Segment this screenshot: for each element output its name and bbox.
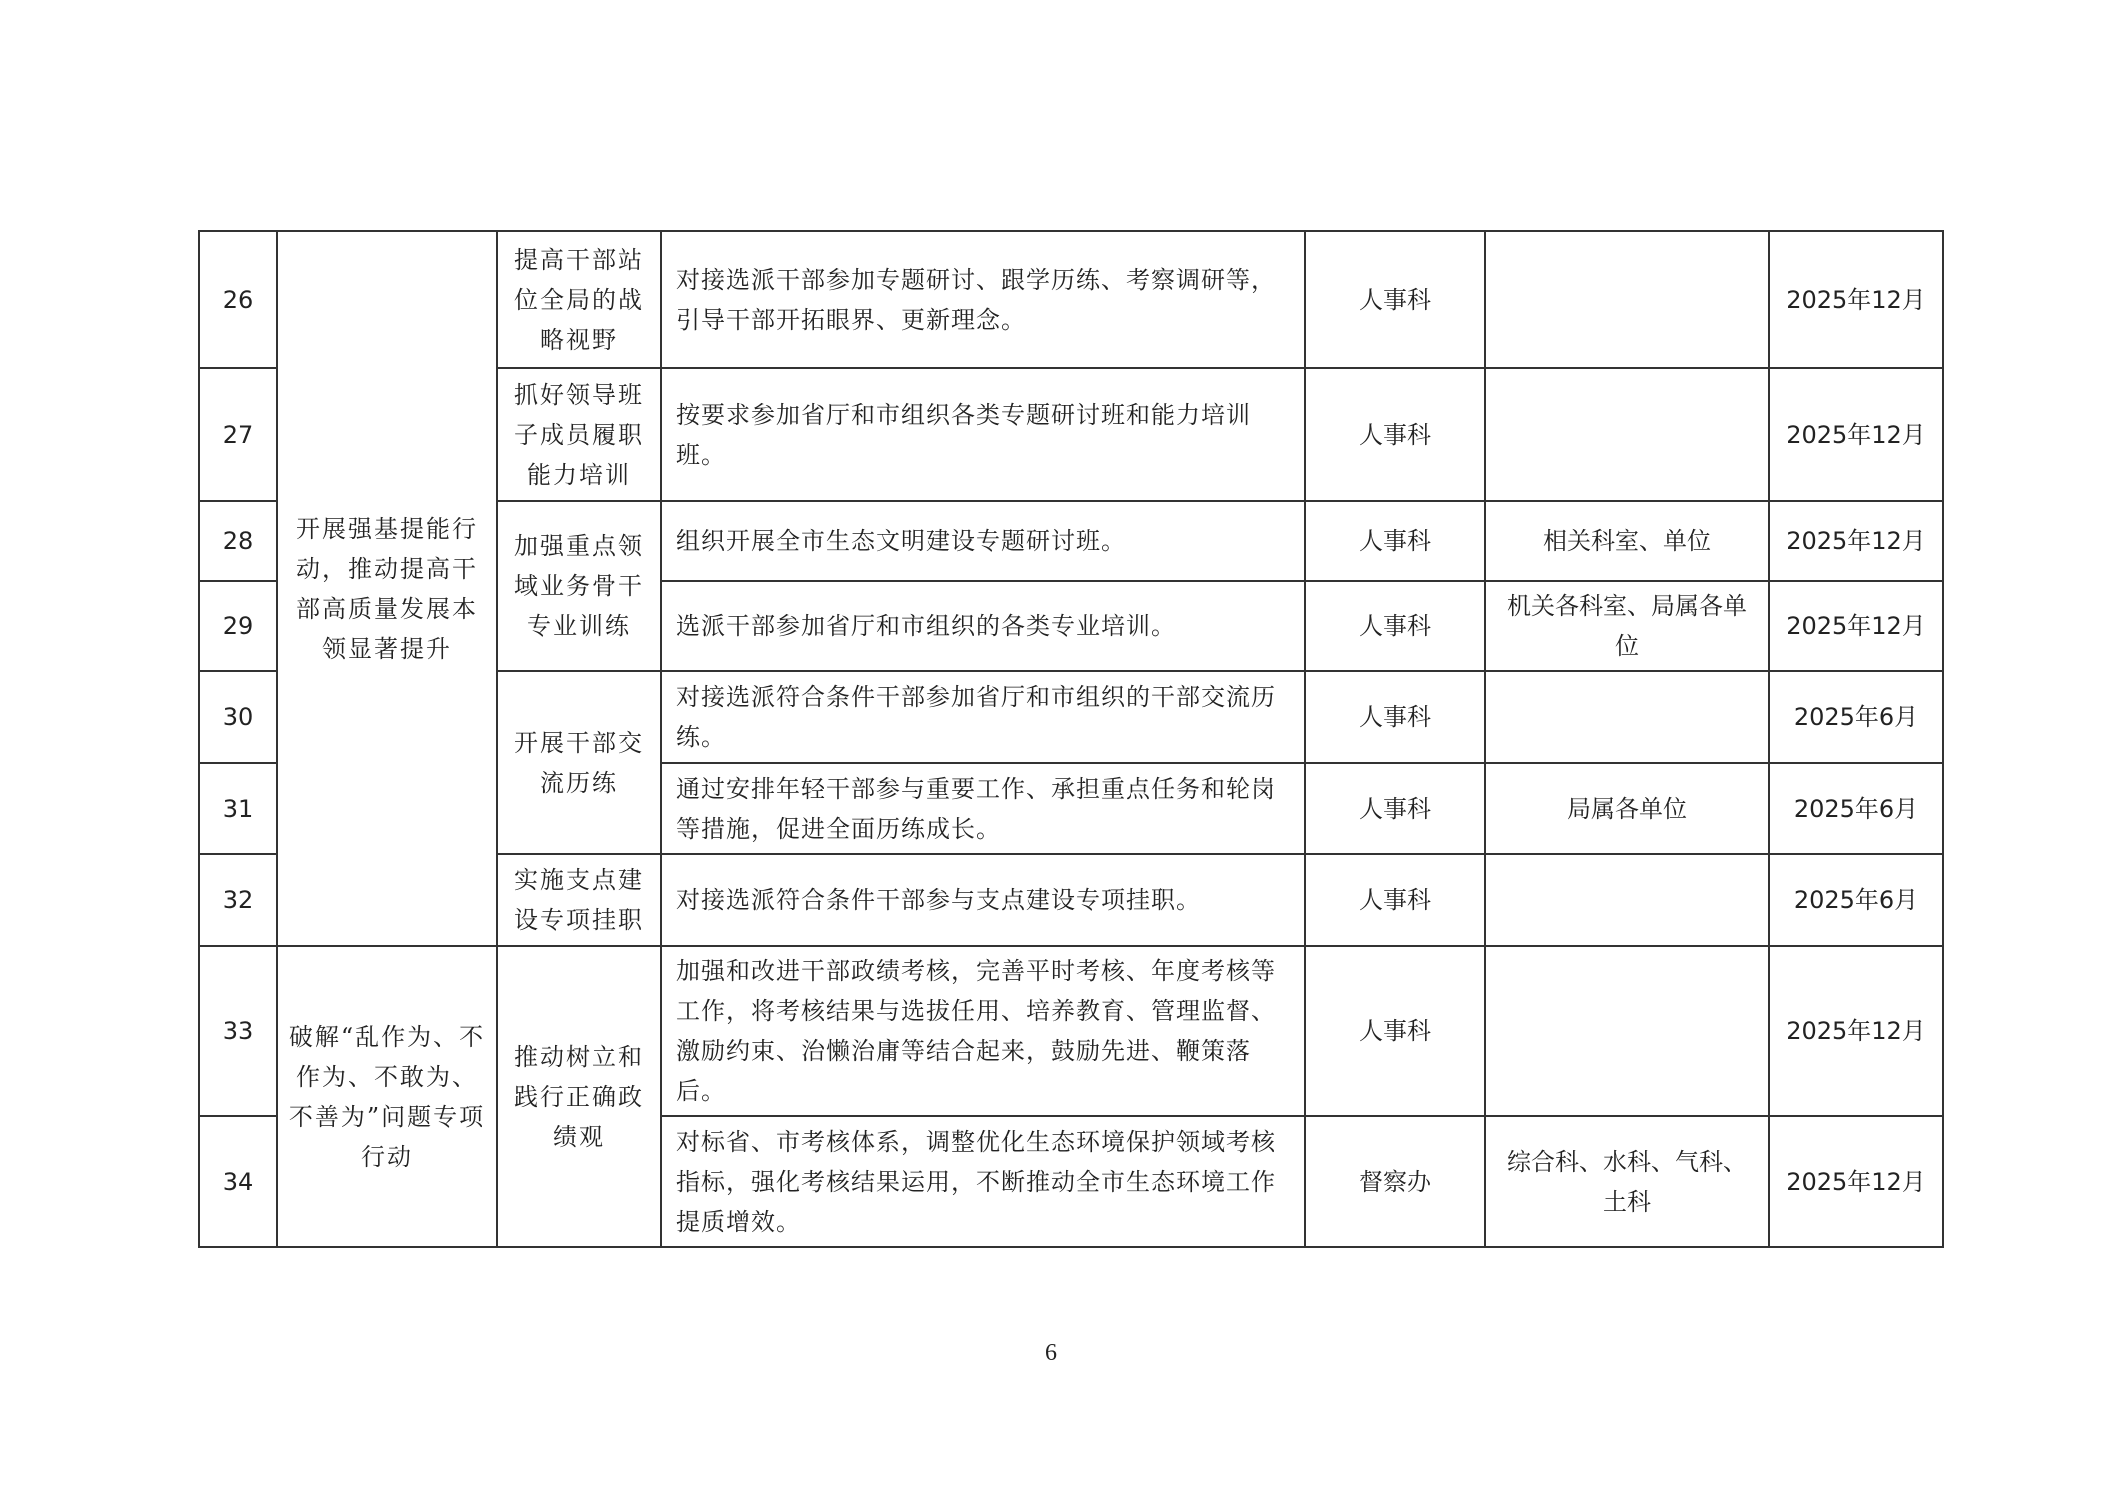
- lead-cell: 人事科: [1305, 671, 1485, 763]
- coop-cell: [1485, 671, 1769, 763]
- lead-cell: 人事科: [1305, 946, 1485, 1116]
- coop-cell: 综合科、水科、气科、土科: [1485, 1116, 1769, 1247]
- lead-cell: 督察办: [1305, 1116, 1485, 1247]
- subtask-cell: 提高干部站位全局的战略视野: [497, 231, 661, 368]
- deadline-cell: 2025年6月: [1769, 671, 1943, 763]
- deadline-cell: 2025年6月: [1769, 763, 1943, 854]
- group-cell: 开展强基提能行动，推动提高干部高质量发展本领显著提升: [277, 231, 497, 946]
- lead-cell: 人事科: [1305, 581, 1485, 671]
- task-cell: 加强和改进干部政绩考核，完善平时考核、年度考核等工作，将考核结果与选拔任用、培养教育、管理监督、激励约束、治懒治庸等结合起来，鼓励先进、鞭策落后。: [661, 946, 1305, 1116]
- lead-cell: 人事科: [1305, 854, 1485, 946]
- deadline-cell: 2025年12月: [1769, 231, 1943, 368]
- task-cell: 选派干部参加省厅和市组织的各类专业培训。: [661, 581, 1305, 671]
- subtask-cell: 推动树立和践行正确政绩观: [497, 946, 661, 1247]
- row-number: 26: [199, 231, 277, 368]
- coop-cell: 局属各单位: [1485, 763, 1769, 854]
- row-number: 28: [199, 501, 277, 581]
- subtask-cell: 加强重点领域业务骨干专业训练: [497, 501, 661, 671]
- row-number: 31: [199, 763, 277, 854]
- deadline-cell: 2025年12月: [1769, 1116, 1943, 1247]
- table-row: [199, 231, 1943, 368]
- task-cell: 组织开展全市生态文明建设专题研讨班。: [661, 501, 1305, 581]
- subtask-cell: 实施支点建设专项挂职: [497, 854, 661, 946]
- row-number: 30: [199, 671, 277, 763]
- task-cell: 对接选派符合条件干部参与支点建设专项挂职。: [661, 854, 1305, 946]
- deadline-cell: 2025年12月: [1769, 501, 1943, 581]
- row-number: 29: [199, 581, 277, 671]
- group-cell: 破解“乱作为、不作为、不敢为、不善为”问题专项行动: [277, 946, 497, 1247]
- coop-cell: [1485, 854, 1769, 946]
- coop-cell: [1485, 231, 1769, 368]
- deadline-cell: 2025年12月: [1769, 946, 1943, 1116]
- coop-cell: [1485, 368, 1769, 501]
- page-number: 6: [1045, 1340, 1057, 1366]
- row-number: 27: [199, 368, 277, 501]
- task-cell: 对接选派干部参加专题研讨、跟学历练、考察调研等，引导干部开拓眼界、更新理念。: [661, 231, 1305, 368]
- row-number: 33: [199, 946, 277, 1116]
- coop-cell: 相关科室、单位: [1485, 501, 1769, 581]
- deadline-cell: 2025年12月: [1769, 368, 1943, 501]
- deadline-cell: 2025年6月: [1769, 854, 1943, 946]
- task-cell: 对标省、市考核体系，调整优化生态环境保护领域考核指标，强化考核结果运用，不断推动全市生态环境工作提质增效。: [661, 1116, 1305, 1247]
- lead-cell: 人事科: [1305, 368, 1485, 501]
- lead-cell: 人事科: [1305, 763, 1485, 854]
- deadline-cell: 2025年12月: [1769, 581, 1943, 671]
- subtask-cell: 开展干部交流历练: [497, 671, 661, 854]
- row-number: 32: [199, 854, 277, 946]
- row-number: 34: [199, 1116, 277, 1247]
- coop-cell: 机关各科室、局属各单位: [1485, 581, 1769, 671]
- table-row: [199, 946, 1943, 1116]
- task-cell: 按要求参加省厅和市组织各类专题研讨班和能力培训班。: [661, 368, 1305, 501]
- task-table: [198, 230, 1944, 1248]
- task-cell: 通过安排年轻干部参与重要工作、承担重点任务和轮岗等措施，促进全面历练成长。: [661, 763, 1305, 854]
- lead-cell: 人事科: [1305, 501, 1485, 581]
- coop-cell: [1485, 946, 1769, 1116]
- subtask-cell: 抓好领导班子成员履职能力培训: [497, 368, 661, 501]
- task-cell: 对接选派符合条件干部参加省厅和市组织的干部交流历练。: [661, 671, 1305, 763]
- lead-cell: 人事科: [1305, 231, 1485, 368]
